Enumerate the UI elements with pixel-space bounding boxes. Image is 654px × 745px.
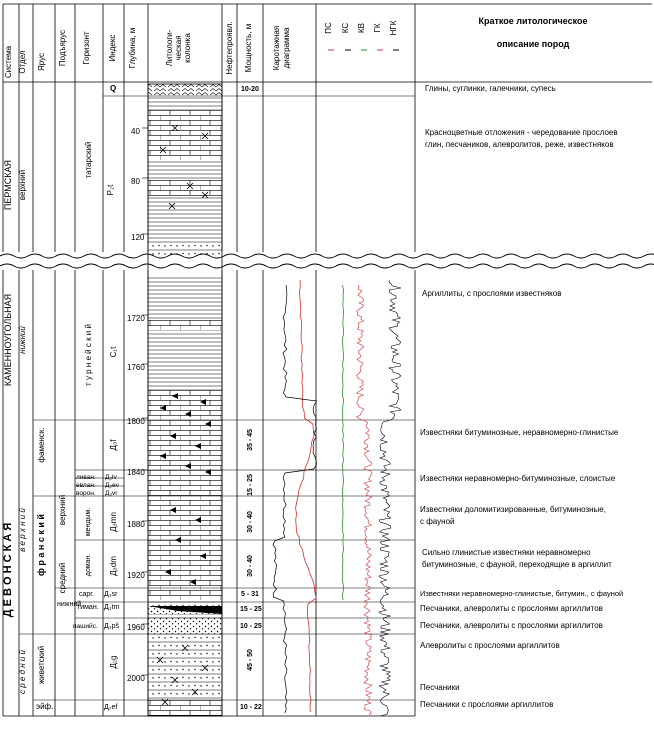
curve-ks bbox=[273, 285, 317, 713]
description-timan: Песчаники, алевролиты с прослоями аргиллитов bbox=[420, 604, 603, 613]
lithology-layer bbox=[148, 180, 222, 196]
lithology-layer bbox=[148, 700, 222, 716]
description-pashiy: Песчаники, алевролиты с прослоями аргиллитов bbox=[420, 621, 603, 630]
header-stage: Ярус bbox=[37, 52, 46, 72]
index-d3sr: Д₃sr bbox=[104, 591, 118, 598]
lithology-layer bbox=[148, 590, 222, 600]
lithology-layer bbox=[148, 245, 222, 256]
thickness-givetian: 45 - 50 bbox=[247, 649, 254, 671]
lithology-layer bbox=[148, 618, 222, 634]
description-mendym-1: Известняки доломитизированные, битуминозные, bbox=[420, 505, 606, 514]
header-depth: Глубина, м bbox=[128, 27, 137, 69]
depth-1920: 1920 bbox=[127, 571, 145, 580]
curve-kv bbox=[342, 285, 343, 600]
header-curve-ngk: НГК bbox=[389, 20, 398, 36]
header-thickness: Мощность, м bbox=[244, 23, 253, 73]
horizon-timan: тиман. bbox=[77, 604, 99, 611]
index-d3mn: Д₃mn bbox=[109, 512, 118, 532]
department-carboniferous-lower: нижний bbox=[18, 326, 27, 354]
depth-1880: 1880 bbox=[127, 520, 145, 529]
header-logging-1: Каротажная bbox=[272, 25, 281, 71]
index-d2g: Д₂g bbox=[109, 655, 118, 669]
header-logging-2: диаграмма bbox=[282, 27, 291, 69]
section-break-upper bbox=[0, 254, 654, 258]
lithology-column bbox=[148, 84, 222, 716]
horizon-livan: ливан. bbox=[76, 474, 96, 481]
depth-80: 80 bbox=[131, 177, 140, 186]
header-oil-shows: Нефтепроявл. bbox=[225, 21, 234, 75]
description-domanik-2: битуминозные, с фауной, переходящие в аргиллит bbox=[422, 560, 612, 569]
header-lithology-3: колонка bbox=[183, 33, 192, 63]
lithology-layer bbox=[148, 634, 222, 700]
depth-120: 120 bbox=[131, 233, 145, 242]
description-eifelian: Песчаники с прослоями аргиллитов bbox=[420, 700, 554, 709]
lithology-layer bbox=[148, 330, 222, 390]
substage-middle: средний bbox=[58, 562, 67, 594]
thickness-sarg: 5 - 31 bbox=[241, 591, 259, 598]
thickness-domanik: 30 - 40 bbox=[247, 555, 254, 577]
description-quaternary: Глины, суглинки, галечники, супесь bbox=[425, 84, 556, 93]
department-devonian-upper: в е р х н и й bbox=[18, 508, 27, 552]
description-tournaisian: Аргиллиты, с прослоями известняков bbox=[422, 289, 562, 298]
lithology-layer bbox=[148, 600, 222, 606]
lithology-layer bbox=[148, 320, 222, 330]
index-d3dm: Д₃dm bbox=[109, 556, 118, 576]
lithology-layer bbox=[148, 96, 222, 110]
thickness-timan: 15 - 25 bbox=[240, 606, 262, 613]
depth-2000: 2000 bbox=[127, 674, 145, 683]
description-givetian-1: Алевролиты с прослоями аргиллитов bbox=[420, 641, 560, 650]
stage-famennian: фаменск. bbox=[37, 427, 46, 463]
header-curve-ps: ПС bbox=[324, 22, 333, 34]
header-horizon: Горизонт bbox=[82, 31, 91, 65]
thickness-mendym: 30 - 40 bbox=[247, 511, 254, 533]
lithology-layer bbox=[148, 110, 222, 160]
thickness-livan-voron: 15 - 25 bbox=[247, 474, 254, 496]
header-curve-kv: КВ bbox=[357, 23, 366, 33]
horizon-pashiy: пашийс. bbox=[73, 623, 98, 630]
index-d3tm: Д₃tm bbox=[104, 604, 120, 611]
lithology-layer bbox=[148, 540, 222, 590]
curve-ngk bbox=[379, 280, 401, 716]
system-devonian: Д Е В О Н С К А Я bbox=[2, 522, 14, 618]
section-break-lower bbox=[0, 264, 654, 268]
header-system: Система bbox=[4, 45, 13, 79]
stage-eifelian: эйф. bbox=[36, 702, 54, 711]
header-substage: Подъярус bbox=[58, 29, 67, 67]
horizon-mendym: мендым. bbox=[85, 507, 92, 537]
horizon-evlan: евлан. bbox=[76, 482, 96, 489]
system-permian: ПЕРМСКАЯ bbox=[3, 159, 13, 211]
depth-1840: 1840 bbox=[127, 468, 145, 477]
description-domanik-1: Сильно глинистые известняки неравномерно bbox=[422, 548, 591, 557]
logging-curves bbox=[273, 280, 401, 716]
lithology-layer bbox=[148, 196, 222, 245]
index-d2ef: Д₂ef bbox=[104, 704, 118, 711]
header-description-2: описание пород bbox=[496, 39, 570, 49]
system-carboniferous: КАМЕННОУГОЛЬНАЯ bbox=[3, 293, 13, 387]
department-permian-upper: верхний bbox=[18, 169, 27, 201]
depth-1960: 1960 bbox=[127, 623, 145, 632]
lithology-layer bbox=[148, 500, 222, 540]
lithology-layer bbox=[148, 390, 222, 475]
header-curve-gk: ГК bbox=[373, 23, 382, 33]
department-devonian-middle: с р е д н и й bbox=[18, 650, 27, 694]
index-c1t: C₁t bbox=[109, 346, 118, 358]
header-curve-ks: КС bbox=[341, 22, 350, 34]
depth-40: 40 bbox=[131, 127, 140, 136]
depth-1760: 1760 bbox=[127, 363, 145, 372]
thickness-pashiy: 10 - 25 bbox=[240, 623, 262, 630]
lithology-layer bbox=[148, 276, 222, 320]
index-q: Q bbox=[110, 84, 117, 93]
index-d3ps: Д₃pš bbox=[104, 623, 119, 630]
header-index: Индекс bbox=[108, 34, 117, 62]
description-sarg: Известняки неравномерно-глинистые, битумин., с фауной bbox=[420, 589, 624, 598]
lithology-layer bbox=[148, 614, 222, 618]
horizon-domanik: доман. bbox=[85, 553, 92, 577]
header-description-1: Краткое литологическое bbox=[478, 16, 588, 26]
description-givetian-2: Песчаники bbox=[420, 683, 460, 692]
stage-frasnian: ф р а н с к и й bbox=[36, 514, 46, 576]
substage-upper: верхний bbox=[58, 494, 67, 526]
description-mendym-2: с фауной bbox=[420, 517, 455, 526]
description-permian-2: глин, песчаников, алевролитов, реже, известняков bbox=[425, 140, 614, 149]
header-lithology-1: Литологи- bbox=[165, 29, 174, 67]
index-d3vr: Д₃vr bbox=[105, 490, 118, 497]
stage-givetian: живетский bbox=[37, 645, 46, 685]
index-d3f: Д₃f bbox=[109, 439, 118, 451]
lithology-layer bbox=[148, 160, 222, 180]
index-d3lv: Д₃lv bbox=[105, 474, 117, 481]
thickness-eifelian: 10 - 22 bbox=[240, 704, 262, 711]
lithology-layer bbox=[148, 84, 222, 96]
description-famennian: Известняки битуминозные, неравномерно-глинистые bbox=[420, 428, 619, 437]
depth-1800: 1800 bbox=[127, 417, 145, 426]
index-d3ev: Д₃ev bbox=[105, 482, 119, 489]
stage-tournaisian: т у р н е й с к и й bbox=[84, 324, 93, 386]
header-department: Отдел bbox=[18, 50, 27, 74]
description-permian-1: Красноцветные отложения - чередование прослоев bbox=[425, 128, 618, 137]
depth-1720: 1720 bbox=[127, 314, 145, 323]
index-p2t: P₂t bbox=[106, 184, 115, 196]
substage-lower: нижний bbox=[57, 601, 82, 608]
header-lithology-2: ческая bbox=[174, 35, 183, 61]
lithology-layer bbox=[148, 475, 222, 500]
description-livan-voron: Известняки неравномерно-битуминозные, слоистые bbox=[420, 474, 616, 483]
horizon-voron: ворон. bbox=[76, 490, 96, 497]
stage-tatarian: татарский bbox=[84, 141, 93, 179]
thickness-famennian: 35 - 45 bbox=[247, 429, 254, 451]
thickness-quaternary: 10-20 bbox=[241, 86, 259, 93]
horizon-sarg: сарг. bbox=[79, 591, 94, 598]
curve-gk bbox=[356, 285, 372, 715]
